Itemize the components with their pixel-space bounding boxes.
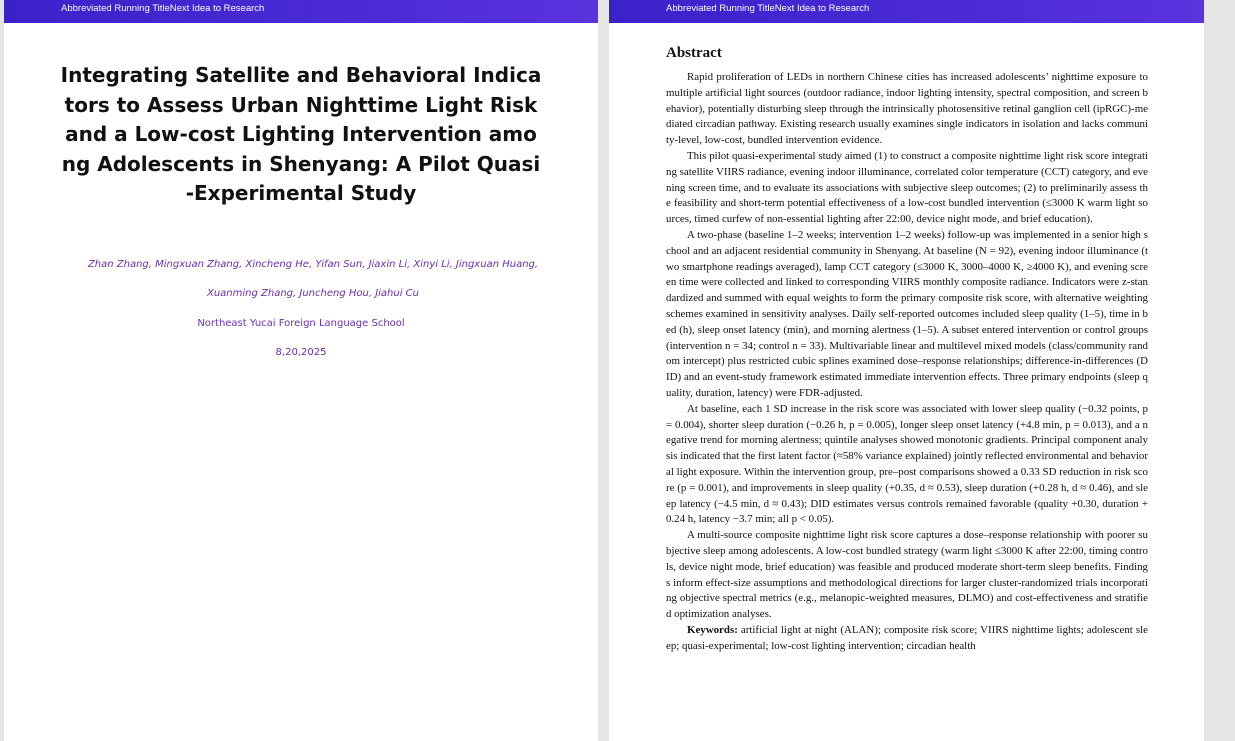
keywords-line <box>666 623 1148 655</box>
abstract-page <box>609 0 1204 741</box>
date: 8,20,2025 <box>275 346 327 358</box>
abstract-paragraph-objective: This pilot quasi-experimental study aimed (1) to construct a composite nighttime light risk score integrating satellite VIIRS radiance, evening indoor illuminance, correlated color temperature (CCT) category, and evening screen time, and to evaluate its associations with subjective sleep outcomes; (2) to preliminarily assess the feasibility and short-term potential effectiveness of a low-cost bundled intervention (≤3000 K warm light sources, timed curfew of non-essential lighting after 22:00, device night mode, and brief education). <box>666 149 1148 226</box>
running-title: Abbreviated Running TitleNext Idea to Research <box>61 3 265 14</box>
paper-title: Integrating Satellite and Behavioral Indicators to Assess Urban Nighttime Light Risk and a Low-cost Lighting Intervention among Adolescents in Shenyang: A Pilot Quasi-Experimental Study <box>60 63 542 205</box>
abstract-body <box>666 70 1148 654</box>
running-header <box>609 0 1204 23</box>
keywords-label: Keywords: <box>687 623 738 636</box>
abstract-heading: Abstract <box>666 45 722 61</box>
keywords-text: artificial light at night (ALAN); composite risk score; VIIRS nighttime lights; adolescent sleep; quasi-experimental; low-cost lighting intervention; circadian health <box>666 623 1148 652</box>
running-header <box>4 0 598 23</box>
abstract-paragraph-results: At baseline, each 1 SD increase in the risk score was associated with lower sleep quality (−0.32 points, p = 0.004), shorter sleep duration (−0.26 h, p = 0.005), longer sleep onset latency (+4.8 min, p = 0.013), and a negative trend for morning alertness; quintile analyses showed monotonic gradients. Principal component analysis indicated that the first latent factor (≈58% variance explained) jointly reflected environmental and behavioral light exposure. Within the intervention group, pre–post comparisons showed a 0.33 SD reduction in risk score (p = 0.001), and improvements in sleep quality (+0.35, d ≈ 0.53), sleep duration (+0.28 h, d ≈ 0.46), and sleep latency (−4.5 min, d ≈ 0.43); DID estimates versus controls remained favorable (quality +0.30, duration +0.24 h, latency −3.7 min; all p < 0.05). <box>666 402 1148 526</box>
author-list: Zhan Zhang, Mingxuan Zhang, Xincheng He, Yifan Sun, Jiaxin Li, Xinyi Li, Jingxuan Huang, Xuanming Zhang, Juncheng Hou, Jiahui Cu <box>87 258 539 299</box>
running-title: Abbreviated Running TitleNext Idea to Research <box>666 3 870 14</box>
title-page <box>4 0 598 741</box>
abstract-paragraph-conclusion: A multi-source composite nighttime light risk score captures a dose–response relationship with poorer subjective sleep among adolescents. A low-cost bundled strategy (warm light ≤3000 K after 22:00, timing controls, device night mode, brief education) was feasible and produced moderate short-term sleep benefits. Findings inform effect-size assumptions and methodological directions for larger cluster-randomized trials incorporating objective spectral metrics (e.g., melanopic-weighted measures, DLMO) and cost-effectiveness and stratified optimization analyses. <box>666 529 1148 621</box>
abstract-paragraph-methods: A two-phase (baseline 1–2 weeks; intervention 1–2 weeks) follow-up was implemented in a senior high school and an adjacent residential community in Shenyang. At baseline (N = 92), evening indoor illuminance (two smartphone readings averaged), lamp CCT category (≤3000 K, 3000–4000 K, ≥4000 K), and evening screen time were collected and linked to corresponding VIIRS monthly composite radiance. Indicators were z-standardized and summed with equal weights to form the primary composite risk score, with alternative weighting schemes examined in sensitivity analyses. Daily self-reported outcomes included sleep quality (1–5), time in bed (h), sleep onset latency (min), and morning alertness (1–5). A subset entered intervention or control groups (intervention n = 34; control n = 33). Multivariable linear and multilevel mixed models (class/community random intercept) plus restricted cubic splines examined dose–response relationships; difference-in-differences (DID) and an event-study framework estimated immediate intervention effects. Three primary endpoints (sleep quality, duration, latency) were FDR-adjusted. <box>666 228 1148 399</box>
abstract-paragraph-background: Rapid proliferation of LEDs in northern Chinese cities has increased adolescents’ nighttime exposure to multiple artificial light sources (outdoor radiance, indoor lighting intensity, spectral composition, and screen behavior), potentially disturbing sleep through the intrinsically photosensitive retinal ganglion cell (ipRGC)-mediated circadian pathway. Existing research usually examines single indicators in isolation and lacks community-level, low-cost, bundled intervention evidence. <box>666 71 1148 147</box>
affiliation: Northeast Yucai Foreign Language School <box>197 317 405 329</box>
